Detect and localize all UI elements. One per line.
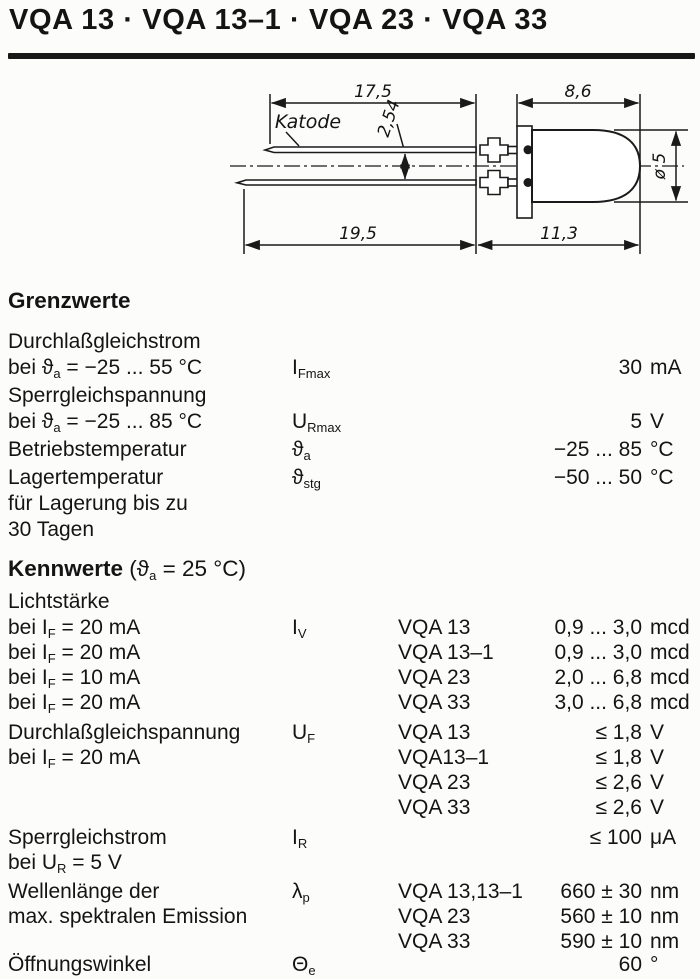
type-variant: VQA 13 <box>398 616 471 639</box>
unit: °C <box>650 466 674 489</box>
row-label: für Lagerung bis zu <box>8 492 188 515</box>
row-label: Durchlaßgleichstrom <box>8 330 201 353</box>
symbol: $I_{Fmax}$ <box>292 356 331 381</box>
symbol: $U_F$ <box>292 721 316 746</box>
spec-line <box>8 721 692 747</box>
value: 5 <box>630 410 642 433</box>
unit: mcd <box>650 666 690 689</box>
row-label: Lichtstärke <box>8 590 110 613</box>
unit: μA <box>650 826 677 849</box>
value: 0,9 ... 3,0 <box>554 641 642 664</box>
spec-line <box>8 438 692 464</box>
type-variant: VQA 33 <box>398 691 471 714</box>
row-label: Sperrgleichstrom <box>8 826 167 849</box>
spec-line <box>8 384 692 410</box>
symbol: $ϑ_{stg}$ <box>292 466 321 491</box>
row-label: 30 Tagen <box>8 518 95 541</box>
symbol: $\Theta_e$ <box>292 953 316 978</box>
type-variant: VQA 33 <box>398 796 471 819</box>
unit: mcd <box>650 691 690 714</box>
value: 2,0 ... 6,8 <box>554 666 642 689</box>
row-label: bei $I_F = 10$ mA <box>8 666 141 691</box>
led-flange <box>517 126 532 218</box>
type-variant: VQA 13–1 <box>398 641 494 664</box>
spec-line <box>8 356 692 382</box>
spec-line <box>8 796 692 822</box>
row-label: bei $I_F = 20$ mA <box>8 746 141 771</box>
value: 560 ± 10 <box>560 905 642 928</box>
spec-line <box>8 410 692 436</box>
row-label: Wellenlänge der <box>8 880 160 903</box>
led-dimension-drawing <box>228 82 700 265</box>
value: ≤ 1,8 <box>595 721 642 744</box>
symbol: $U_{Rmax}$ <box>292 410 342 435</box>
spec-line <box>8 771 692 797</box>
unit: nm <box>650 930 680 953</box>
spec-line <box>8 616 692 642</box>
type-variant: VQA 23 <box>398 905 471 928</box>
row-label: bei $I_F = 20$ mA <box>8 641 141 666</box>
type-variant: VQA 13 <box>398 721 471 744</box>
spec-line <box>8 746 692 772</box>
type-variant: VQA13–1 <box>398 746 490 769</box>
row-label: Öffnungswinkel <box>8 953 152 976</box>
section-heading <box>8 556 692 582</box>
row-label: Durchlaßgleichspannung <box>8 721 241 744</box>
row-label: bei $I_F = 20$ mA <box>8 691 141 716</box>
spec-line <box>8 691 692 717</box>
value: 0,9 ... 3,0 <box>554 616 642 639</box>
spec-line <box>8 851 692 877</box>
spec-line <box>8 905 692 931</box>
value: 590 ± 10 <box>560 930 642 953</box>
spec-line <box>8 466 692 492</box>
row-label: Betriebstemperatur <box>8 438 187 461</box>
dim-label-lead-top: 17,5 <box>354 82 392 102</box>
spec-line <box>8 953 692 979</box>
spec-line <box>8 666 692 692</box>
unit: °C <box>650 438 674 461</box>
dim-label-lead-pitch: 2,54 <box>373 97 405 140</box>
spec-line <box>8 590 692 616</box>
row-label: Lagertemperatur <box>8 466 164 489</box>
anode-lead <box>237 180 476 185</box>
row-label: Sperrgleichspannung <box>8 384 207 407</box>
dim-label-body-length: 8,6 <box>564 82 592 102</box>
spec-line <box>8 641 692 667</box>
unit: ° <box>650 953 659 976</box>
value: ≤ 1,8 <box>595 746 642 769</box>
value: 660 ± 30 <box>560 880 642 903</box>
type-variant: VQA 33 <box>398 930 471 953</box>
section-heading <box>8 288 692 314</box>
symbol: $I_V$ <box>292 616 307 641</box>
page-title: VQA 13 · VQA 13–1 · VQA 23 · VQA 33 <box>9 4 548 36</box>
dim-label-total-length: 11,3 <box>540 224 578 244</box>
value: 3,0 ... 6,8 <box>554 691 642 714</box>
type-variant: VQA 23 <box>398 666 471 689</box>
symbol: $ϑ_a$ <box>292 438 311 463</box>
dim-label-lead-bottom: 19,5 <box>339 224 377 244</box>
type-variant: VQA 13,13–1 <box>398 880 523 903</box>
symbol: $\lambda_p$ <box>292 880 310 905</box>
unit: V <box>650 771 665 794</box>
unit: V <box>650 746 665 769</box>
type-variant: VQA 23 <box>398 771 471 794</box>
spec-line <box>8 330 692 356</box>
value: −25 ... 85 <box>553 438 642 461</box>
title-rule <box>8 53 695 59</box>
spec-line <box>8 880 692 906</box>
unit: V <box>650 410 665 433</box>
cathode-lead <box>265 147 476 153</box>
value: 30 <box>618 356 642 379</box>
unit: mcd <box>650 641 690 664</box>
unit: V <box>650 796 665 819</box>
unit: nm <box>650 905 680 928</box>
row-label: bei $U_R = 5$ V <box>8 851 122 876</box>
row-label: bei $ϑ_a = -25$ ... 55 °C <box>8 356 203 381</box>
value: ≤ 2,6 <box>595 796 642 819</box>
cathode-label: Katode <box>274 111 342 133</box>
heading-text: Kennwerte ($ϑ_a = 25$ °C) <box>8 556 246 583</box>
unit: V <box>650 721 665 744</box>
value: ≤ 100 <box>589 826 642 849</box>
row-label: max. spektralen Emission <box>8 905 248 928</box>
value: −50 ... 50 <box>553 466 642 489</box>
heading-text: Grenzwerte <box>8 288 131 313</box>
unit: nm <box>650 880 680 903</box>
dim-label-diameter: ø 5 <box>650 152 670 180</box>
unit: mcd <box>650 616 690 639</box>
spec-line <box>8 492 692 518</box>
value: 60 <box>618 953 642 976</box>
row-label: bei $I_F = 20$ mA <box>8 616 141 641</box>
symbol: $I_R$ <box>292 826 308 851</box>
led-outline <box>237 126 640 218</box>
spec-line <box>8 518 692 544</box>
unit: mA <box>650 356 682 379</box>
value: ≤ 2,6 <box>595 771 642 794</box>
led-dome-body <box>532 130 640 202</box>
spec-line <box>8 826 692 852</box>
row-label: bei $ϑ_a = -25$ ... 85 °C <box>8 410 203 435</box>
